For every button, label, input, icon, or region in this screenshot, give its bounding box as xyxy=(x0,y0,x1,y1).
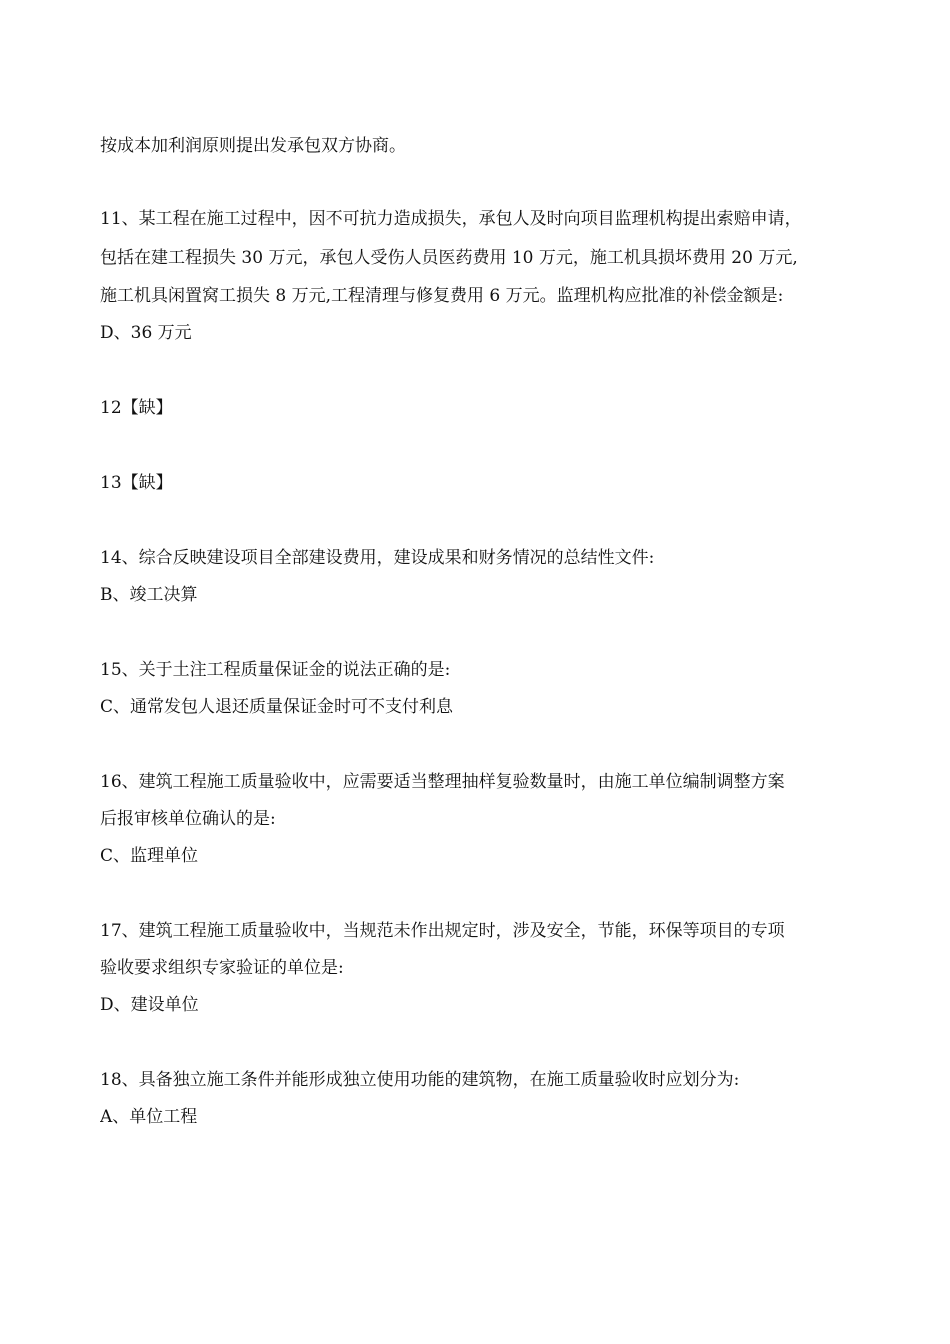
question-11-line-2: 包括在建工程损失 30 万元，承包人受伤人员医药费用 10 万元，施工机具损坏费用 20 万元, xyxy=(100,248,798,268)
question-14-line-1: 14、综合反映建设项目全部建设费用，建设成果和财务情况的总结性文件: xyxy=(100,548,655,568)
question-17-line-1: 17、建筑工程施工质量验收中，当规范未作出规定时，涉及安全，节能，环保等项目的专项 xyxy=(100,921,785,941)
intro-text: 按成本加利润原则提出发承包双方协商。 xyxy=(100,136,406,156)
question-12: 12【缺】 xyxy=(100,398,173,418)
question-18-answer: A、单位工程 xyxy=(100,1107,198,1127)
question-17-line-2: 验收要求组织专家验证的单位是: xyxy=(100,958,344,978)
question-16-line-1: 16、建筑工程施工质量验收中，应需要适当整理抽样复验数量时，由施工单位编制调整方案 xyxy=(100,772,785,792)
question-11-answer: D、36 万元 xyxy=(100,323,192,343)
question-17-answer: D、建设单位 xyxy=(100,995,199,1015)
question-16-line-2: 后报审核单位确认的是: xyxy=(100,809,276,829)
question-18-line-1: 18、具备独立施工条件并能形成独立使用功能的建筑物，在施工质量验收时应划分为: xyxy=(100,1070,740,1090)
question-16-answer: C、监理单位 xyxy=(100,846,199,866)
question-15-line-1: 15、关于土注工程质量保证金的说法正确的是: xyxy=(100,660,451,680)
question-11-line-3: 施工机具闲置窝工损失 8 万元,工程清理与修复费用 6 万元。监理机构应批准的补偿金额是: xyxy=(100,286,784,306)
question-11-line-1: 11、某工程在施工过程中，因不可抗力造成损失，承包人及时向项目监理机构提出索赔申请， xyxy=(100,209,802,229)
question-14-answer: B、竣工决算 xyxy=(100,585,198,605)
question-13: 13【缺】 xyxy=(100,473,173,493)
question-15-answer: C、通常发包人退还质量保证金时可不支付利息 xyxy=(100,697,454,717)
